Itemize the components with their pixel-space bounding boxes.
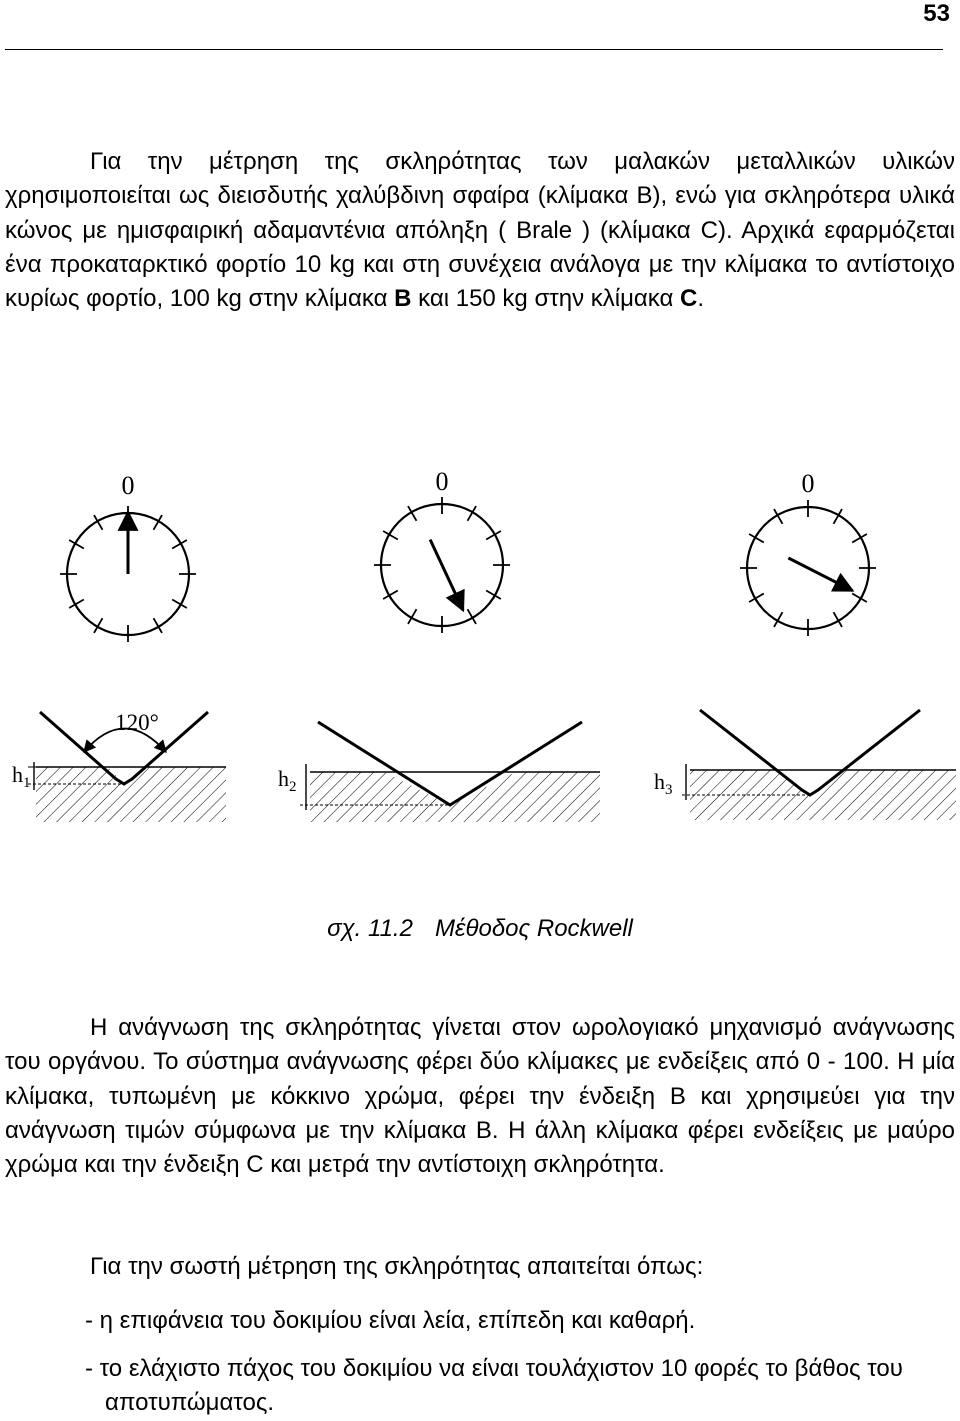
dial-1-zero-label: 0 xyxy=(121,471,135,500)
intro-text: Για την μέτρηση της σκληρότητας των μαλακών μεταλλικών υλικών χρησιμοποιείται ως διεισδυτής χαλύβδινη σφαίρα (κλίμακα B), ενώ για σκληρότερα υλικά κώνος με ημισφαιρική αδαμαντένια απόληξη ( Brale ) (κλίμακα C). Αρχικά εφαρμόζεται ένα προκαταρκτικό φορτίο 10 kg και στη συνέχεια ανάλογα με την κλίμακα το αντίστοιχο κυρίως φορτίο, 100 kg στην κλίμακα xyxy=(5,148,955,313)
dial-1 xyxy=(60,471,196,642)
intro-text-middle: και 150 kg στην κλίμακα xyxy=(411,285,681,313)
scale-b-bold: B xyxy=(394,285,412,313)
dial-2-zero-label: 0 xyxy=(435,467,449,496)
reading-paragraph: Η ανάγνωση της σκληρότητας γίνεται στον ωρολογιακό μηχανισμό ανάγνωσης του οργάνου. Το σύστημα ανάγνωσης φέρει δύο κλίμακες με ενδείξεις από 0 - 100. Η μία κλίμακα, τυπωμένη με κόκκινο χρώμα, φέρει την ένδειξη B και χρησιμεύει για την ανάγνωση τιμών σύμφωνα με την κλίμακα B. Η άλλη κλίμακα φέρει ενδείξεις με μαύρο χρώμα και την ένδειξη C και μετρά την αντίστοιχη σκληρότητα. xyxy=(5,1014,955,1179)
h1-label: $h_1$ xyxy=(12,762,31,791)
dial-2 xyxy=(374,467,510,633)
rockwell-figure xyxy=(0,455,960,855)
figure-caption xyxy=(0,915,960,943)
header-rule xyxy=(5,49,943,50)
page-number: 53 xyxy=(923,0,950,27)
h2-label: $h_2$ xyxy=(278,766,297,795)
angle-label: 120° xyxy=(115,710,159,735)
caption-title: Μέθοδος Rockwell xyxy=(434,915,633,942)
scale-c-bold: C xyxy=(680,285,698,313)
indentation-1 xyxy=(12,710,226,822)
indentation-2 xyxy=(278,722,600,822)
dial-3 xyxy=(740,469,876,636)
indentation-3 xyxy=(654,710,956,820)
intro-text-end: . xyxy=(697,285,705,313)
dial-3-zero-label: 0 xyxy=(801,469,815,498)
h3-label: $h_3$ xyxy=(654,769,673,798)
requirement-item-2: - το ελάχιστο πάχος του δοκιμίου να είναι τουλάχιστον 10 φορές το βάθος του αποτυπώματος. xyxy=(85,1355,903,1417)
dial-3-needle xyxy=(788,558,852,591)
intro-paragraph xyxy=(5,145,955,316)
caption-number: σχ. 11.2 xyxy=(327,915,413,942)
requirement-item-1: - η επιφάνεια του δοκιμίου είναι λεία, επίπεδη και καθαρή. xyxy=(85,1307,696,1334)
dial-2-needle xyxy=(430,540,463,611)
requirements-intro: Για την σωστή μέτρηση της σκληρότητας απαιτείται όπως: xyxy=(90,1253,704,1280)
